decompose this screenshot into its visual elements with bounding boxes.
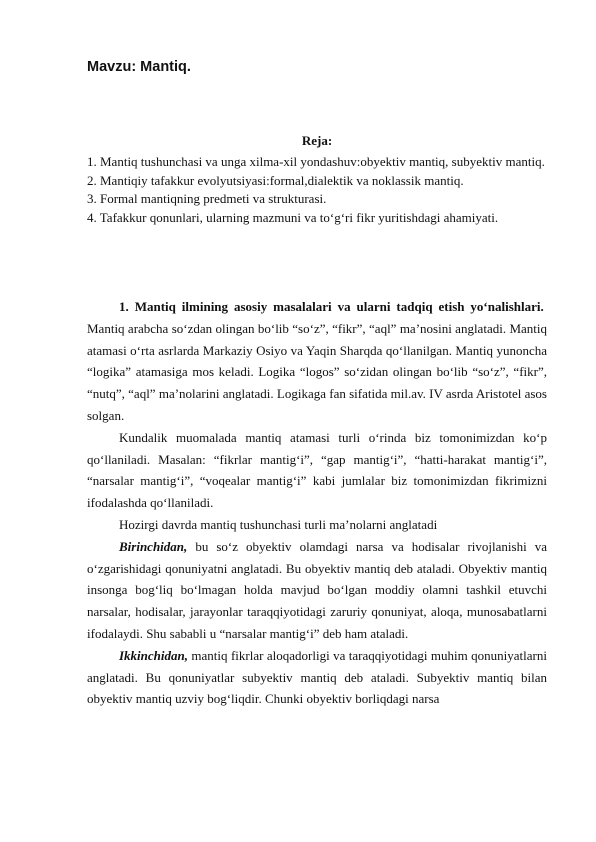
- paragraph: [87, 296, 547, 427]
- plan-item: 2. Mantiqiy tafakkur evolyutsiyasi:formal,dialektik va noklassik mantiq.: [87, 172, 464, 188]
- paragraph-lead: Birinchidan,: [119, 538, 188, 554]
- paragraph: [87, 536, 547, 645]
- plan-item: 3. Formal mantiqning predmeti va strukturasi.: [87, 191, 327, 206]
- plan-heading: Reja:: [301, 133, 333, 148]
- paragraph: [87, 645, 547, 710]
- paragraph-text: Mantiq arabcha so‘zdan olingan bo‘lib “so‘z”, “fikr”, “aql” ma’nosini anglatadi. Mantiq atamasi o‘rta asrlarda Markaziy Osiyo va Yaqin Sharqda qo‘llanilgan. Mantiq yunoncha “logika” atamasiga mos keladi. Logika “logos” so‘zidan olingan bo‘lib “so‘z”, “fikr”, “nutq”, “aql” ma’nolarini anglatadi. Logikaga fan sifatida mil.av. IV asrda Aristotel asos solgan.: [87, 320, 547, 423]
- section-heading: 1. Mantiq ilmining asosiy masalalari va ularni tadqiq etish yo‘nalishlari.: [119, 299, 544, 314]
- paragraph-text: mantiq fikrlar aloqadorligi va taraqqiyotidagi muhim qonuniyatlarni anglatadi. Bu qonuniyatlar subyektiv mantiq deb ataladi. Subyektiv mantiq bilan obyektiv mantiq uzviy bog‘liqdir. Chunki obyektiv borliqdagi narsa: [87, 647, 547, 707]
- paragraph-text: bu so‘z obyektiv olamdagi narsa va hodisalar rivojlanishi va o‘zgarishidagi qonuniyatni anglatadi. Bu obyektiv mantiq deb ataladi. Obyektiv mantiq insonga bog‘liq bo‘lmagan holda mavjud bo‘lgan moddiy olamni tashkil etuvchi narsalar, hodisalar, jarayonlar taraqqiyotidagi zaruriy qonuniyat, aloqa, munosabatlarni ifodalaydi. Shu sababli u “narsalar mantig‘i” deb ham ataladi.: [87, 538, 547, 641]
- plan-list: [87, 153, 547, 227]
- plan-item: 4. Tafakkur qonunlari, ularning mazmuni va to‘g‘ri fikr yuritishdagi ahamiyati.: [87, 209, 499, 225]
- page-title: Mavzu: Mantiq.: [87, 59, 191, 75]
- plan-item: 1. Mantiq tushunchasi va unga xilma-xil yondashuv:obyektiv mantiq, subyektiv mantiq.: [87, 154, 545, 169]
- paragraph: Hozirgi davrda mantiq tushunchasi turli ma’nolarni anglatadi: [119, 516, 438, 532]
- document-body: [87, 296, 547, 710]
- paragraph: Kundalik muomalada mantiq atamasi turli o‘rinda biz tomonimizdan ko‘p qo‘llaniladi. Masalan: “fikrlar mantig‘i”, “gap mantig‘i”, “hatti-harakat mantig‘i”, “narsalar mantig‘i”, “voqealar mantig‘i” kabi jumlalar biz tomonimizdan fikrimizni ifodalashda qo‘llaniladi.: [87, 429, 547, 511]
- paragraph-lead: Ikkinchidan,: [119, 647, 188, 663]
